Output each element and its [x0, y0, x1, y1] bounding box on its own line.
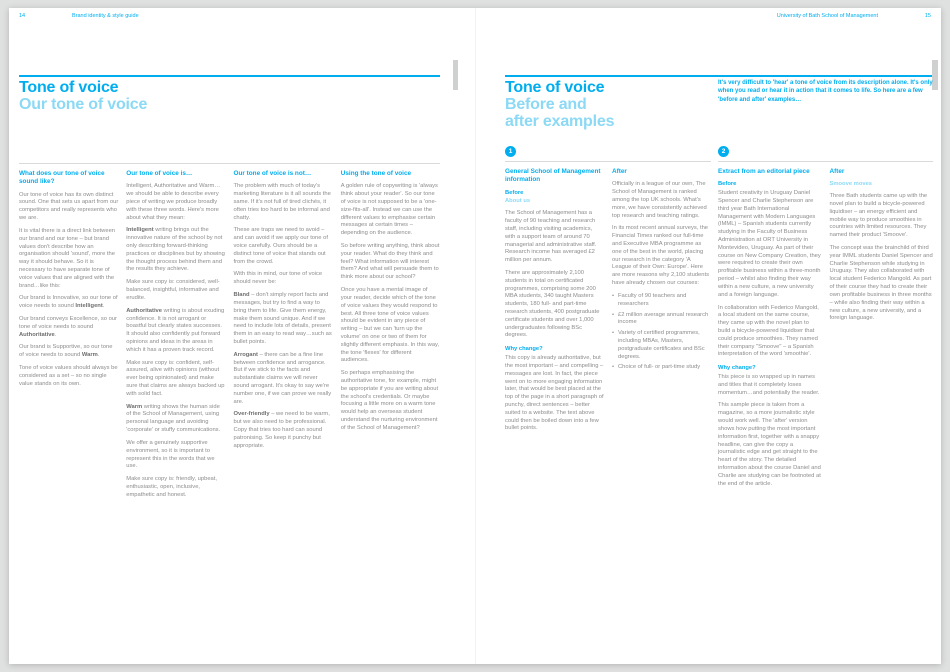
paragraph: Over-friendly – we need to be warm, but we also need to be professional. Copy that tries too hard can sound patronising. So keep it punchy but appropriate. [233, 411, 330, 449]
sample-headline: About us [505, 198, 531, 205]
style-guide-spread [9, 8, 941, 664]
paragraph: Tone of voice values should always be considered as a set – so no single value stands on its own. [19, 365, 118, 387]
right-page-title-block [505, 80, 614, 130]
text-column [612, 168, 711, 438]
paragraph: Warm writing shows the human side of the School of Management, using personal language and avoiding 'corporate' or stuffy communications. [126, 403, 221, 434]
paragraph: Authoritative writing is about exuding confidence. It is not arrogant or boastful but clearly states successes. It should also confidently put forward opinions and ideas in the areas in which it has a proven track record. [126, 307, 225, 353]
text-column [505, 168, 604, 438]
text-column [19, 170, 118, 505]
text-column [234, 170, 333, 505]
paragraph: Make sure copy is: considered, well-balanced, insightful, informative and erudite. [126, 279, 220, 301]
paragraph: A golden rule of copywriting is 'always think about your reader'. So our tone of voice is not supposed to be a 'one-size-fits-all'. Instead we can use the different values to emphasise certain messages at certain times – depending on the audience. [340, 183, 438, 237]
sub-heading: Before [718, 181, 737, 188]
bullet-item: • Variety of certified programmes, including MBAs, Masters, postgraduate certificates and BSc degrees. [612, 330, 711, 361]
page-fold-divider [475, 8, 476, 664]
bullet-item: • Choice of full- or part-time study [612, 364, 711, 372]
bullet-item: • Faculty of 90 teachers and researchers [612, 293, 711, 309]
sub-heading: Before [505, 189, 524, 196]
paragraph: Our brand conveys Excellence, so our tone of voice needs to sound Authoritative. [19, 316, 117, 338]
paragraph: This sample piece is taken from a magazine, so a more journalistic style would work well. The 'after' version shows how putting the most important information first, together with a snappy headline, can give the copy a journalistic edge and get straight to the heart of the story. The detailed information about the course Daniel and Charlie are studying can be footnoted at the end of the article. [718, 402, 821, 487]
column-heading: After [829, 168, 845, 175]
bullet-item: • £2 million average annual research income [612, 312, 711, 328]
column-heading: Extract from an editorial piece [718, 168, 810, 175]
paragraph: Officially in a league of our own, The School of Management is ranked among the top UK schools. What's more, we have consistently achieved top research and teaching ratings. [612, 181, 707, 219]
page-subtitle-line1: Before and [505, 95, 587, 113]
paragraph: So perhaps emphasising the authoritative tone, for example, might be appropriate if you are writing about the school's credentials. Or maybe focusing a little more on a warm tone would help an overseas student understand the nurturing environment of the School of Management? [340, 370, 439, 431]
example-number-badge: 1 [505, 146, 516, 157]
paragraph: Student creativity in Uruguay Daniel Spencer and Charlie Stephenson are third year Bath International Management with Modern Languages (IMML) – Spanish students currently studying in the Faculty of Business Administration at ORT University in Montevideo, Uruguay. As part of their course on New Company Creation, they were required to create their own profitable business within a three-month period – whilst also finding their way within a new culture, a new university and a foreign language. [718, 190, 821, 298]
paragraph: This copy is already authoritative, but the most important – and compelling – messages are lost. In fact, the piece went on to more engaging information later, that would be best placed at the top of the page in a short paragraph of punchy, direct sentences – better suited to a website. The text above could then be boiled down into a few bullet points. [505, 355, 604, 432]
column-heading: Using the tone of voice [340, 170, 412, 177]
paragraph: So before writing anything, think about your reader. What do they think and feel? What information will interest them? And what will persuade them to think more about our school? [340, 243, 440, 281]
column-heading: Our tone of voice is not… [233, 170, 312, 177]
column-heading: General School of Management information [505, 168, 601, 184]
page-subtitle-line2: after examples [505, 112, 615, 130]
paragraph: This piece is so wrapped up in names and titles that it completely loses momentum…and potentially the reader. [718, 374, 820, 396]
sample-headline: Smoove moves [829, 181, 873, 188]
paragraph: The School of Management has a faculty of 90 teaching and research staff, including visiting academics, with a support team of around 70 managerial and administrative staff. Research income has averaged £2 million per annum. [505, 210, 597, 264]
column-heading: After [612, 168, 627, 175]
paragraph: There are approximately 2,100 students in total on certificated programmes, comprising some 200 MBA students, 340 taught Masters students, 180 full- and part-time research students, 400 postgraduate certificate students and over 1,000 undergraduates following BSc degrees. [505, 269, 600, 339]
column-grid [718, 161, 933, 493]
column-heading: Our tone of voice is… [126, 170, 193, 177]
page-title: Tone of voice [19, 79, 119, 96]
paragraph: We offer a genuinely supportive environment, so it is important to represent this in the words that we use. [126, 439, 215, 470]
paragraph: With this in mind, our tone of voice should never be: [233, 271, 323, 286]
sub-heading: Why change? [718, 365, 756, 372]
paragraph: The concept was the brainchild of third year IMML students Daniel Spencer and Charlie Stephenson while studying in Uruguay. They also collaborated with local student Federico Mangold. As part of their course they had to create their own profitable business in three months – while also finding their way within a new culture, a new university, and a foreign language. [829, 245, 933, 322]
text-column [341, 170, 440, 505]
page-number-left: 14 [19, 13, 26, 19]
paragraph: Once you have a mental image of your reader, decide which of the tone of voice values they would respond to best. All three tone of voice values should be evident in any piece of writing – but we can 'turn up the volume' on one or two of them for slightly different emphasis. In this way, the tone 'flexes' for different audiences. [340, 287, 440, 364]
intro-paragraph: It's very difficult to 'hear' a tone of voice from its description alone. It's only when you read or hear it in action that it comes to life. So here are a few 'before and after' examples… [718, 80, 933, 103]
example-group [718, 146, 933, 493]
examples-area [505, 146, 933, 658]
example-number-badge: 2 [718, 146, 729, 157]
paragraph: Three Bath students came up with the novel plan to build a bicycle-powered liquidiser – an energy efficient and mobile way to produce smoothies in countries with limited resources. They named their product 'Smoove'. [829, 193, 928, 239]
paragraph: Intelligent writing brings out the innovative nature of the school by not only describing forward-thinking practices or disciplines but by showing the thought process behind them and the results they achieve. [126, 227, 225, 273]
paragraph: The problem with much of today's marketing literature is it all sounds the same. If it's not full of tired clichés, it often tries too hard to be informal and chatty. [233, 183, 331, 221]
running-header-left: Brand identity & style guide [72, 13, 139, 19]
sub-heading: Why change? [505, 346, 543, 353]
paragraph: In collaboration with Federico Mangold, a local student on the same course, they came up with the novel plan to build a bicycle-powered liquidiser that could produce smoothies. They named their company "Smoove" – a Spanish interpretation of the word 'smoothie'. [718, 304, 819, 358]
left-page-title-block [19, 80, 147, 114]
paragraph: In its most recent annual surveys, the Financial Times ranked our full-time and Executive MBA programme as one of the best in the world, placing our research in the category 'A League of their Own: Europe'. Here are more reasons why 2,100 students have already chosen our courses: [612, 225, 709, 287]
running-header-right: University of Bath School of Management [776, 13, 878, 19]
paragraph: It is vital there is a direct link between our brand and our tone – but brand values don't describe how an organisation should 'sound', more the way it should behave. So it is necessary to have separate tone of voice values that are aligned with the brand…like this: [19, 227, 116, 289]
paragraph: Make sure copy is: friendly, upbeat, enthusiastic, open, inclusive, empathetic and honest. [126, 476, 218, 498]
column-grid [505, 161, 711, 438]
paragraph: Our tone of voice has its own distinct sound. One that sets us apart from our competitors and really represents who we are. [19, 191, 119, 222]
example-group [505, 146, 711, 438]
text-column [126, 170, 225, 505]
page-number-right: 15 [924, 13, 931, 19]
accent-rule-right [505, 75, 932, 77]
page-subtitle: Our tone of voice [19, 95, 148, 113]
left-column-grid [19, 163, 440, 505]
text-column [830, 168, 934, 493]
paragraph: These are traps we need to avoid – and can avoid if we apply our tone of voice carefully. Ours should be a distinct tone of voice that stands out from the crowd. [233, 227, 328, 265]
paragraph: Bland – don't simply report facts and messages, but try to find a way to bring them to life. Give them energy, make them sound unique. And if we need to include lots of details, present them in an easy to read way…such as bullet points. [233, 292, 332, 345]
paragraph: Make sure copy is: confident, self-assured, alive with opinions (without ever being opinionated) and make sure that claims are always backed up with solid fact. [126, 359, 225, 397]
paragraph: Arrogant – there can be a fine line between confidence and arrogance. But if we stick to the facts and substantiate claims we will never sound arrogant. It's okay to say we're number one, if we can prove we really are. [233, 351, 332, 405]
paragraph: Our brand is Supportive, so our tone of voice needs to sound Warm. [19, 344, 113, 359]
page-title: Tone of voice [505, 79, 605, 96]
paragraph: Intelligent, Authoritative and Warm…we should be able to describe every piece of writing we produce broadly with these three words. Here's more about what they mean: [126, 183, 221, 221]
column-heading: What does our tone of voice sound like? [19, 170, 105, 186]
paragraph: Our brand is Innovative, so our tone of voice needs to sound Intelligent. [19, 295, 118, 310]
accent-rule-left [19, 75, 440, 77]
text-column [718, 168, 822, 493]
page-edge-tab-left [453, 60, 458, 90]
